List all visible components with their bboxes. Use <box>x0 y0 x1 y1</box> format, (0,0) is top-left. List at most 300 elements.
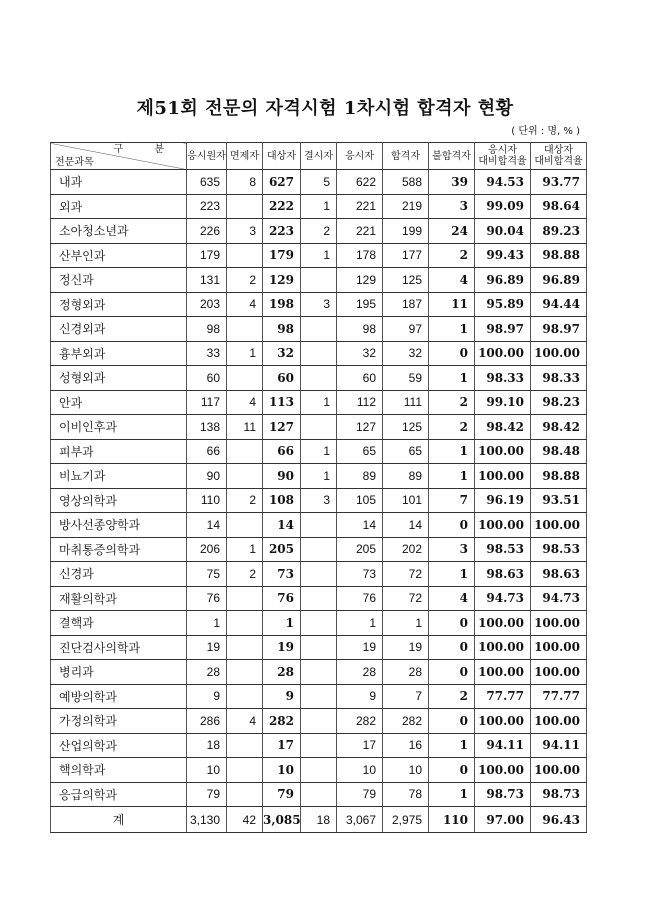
passed-cell: 187 <box>383 292 429 317</box>
failed-cell: 1 <box>429 562 475 587</box>
table-row <box>51 292 587 317</box>
rate-exam-cell: 94.73 <box>475 586 531 611</box>
absent-cell: 1 <box>301 464 337 489</box>
absent-cell: 1 <box>301 194 337 219</box>
failed-cell: 1 <box>429 733 475 758</box>
applicants-cell: 223 <box>187 194 227 219</box>
target-cell: 113 <box>263 390 301 415</box>
passed-cell: 282 <box>383 709 429 734</box>
rate-target-cell: 98.73 <box>531 782 587 807</box>
exempt-cell <box>227 586 263 611</box>
exempt-cell: 8 <box>227 170 263 195</box>
failed-cell: 0 <box>429 660 475 685</box>
target-cell: 28 <box>263 660 301 685</box>
target-cell: 10 <box>263 758 301 783</box>
table-row <box>51 390 587 415</box>
dept-cell: 산업의학과 <box>51 733 187 758</box>
exempt-cell <box>227 635 263 660</box>
failed-cell: 0 <box>429 709 475 734</box>
target-cell: 129 <box>263 268 301 293</box>
failed-cell: 0 <box>429 635 475 660</box>
passed-cell: 78 <box>383 782 429 807</box>
rate-target-cell: 94.73 <box>531 586 587 611</box>
dept-cell: 진단검사의학과 <box>51 635 187 660</box>
total-failed-cell: 110 <box>429 807 475 833</box>
examinees-cell: 65 <box>337 439 383 464</box>
passed-cell: 72 <box>383 562 429 587</box>
examinees-cell: 98 <box>337 317 383 342</box>
passed-cell: 28 <box>383 660 429 685</box>
passed-cell: 32 <box>383 341 429 366</box>
exempt-cell <box>227 513 263 538</box>
dept-cell: 정형외과 <box>51 292 187 317</box>
exempt-cell <box>227 464 263 489</box>
table-row <box>51 341 587 366</box>
rate-target-cell: 96.89 <box>531 268 587 293</box>
passed-cell: 125 <box>383 415 429 440</box>
failed-cell: 7 <box>429 488 475 513</box>
applicants-cell: 1 <box>187 611 227 636</box>
absent-cell <box>301 660 337 685</box>
examinees-cell: 17 <box>337 733 383 758</box>
examinees-cell: 282 <box>337 709 383 734</box>
applicants-cell: 76 <box>187 586 227 611</box>
dept-cell: 예방의학과 <box>51 684 187 709</box>
absent-cell <box>301 635 337 660</box>
target-cell: 14 <box>263 513 301 538</box>
dept-cell: 재활의학과 <box>51 586 187 611</box>
absent-cell: 3 <box>301 292 337 317</box>
rate-target-cell: 100.00 <box>531 513 587 538</box>
dept-cell: 병리과 <box>51 660 187 685</box>
exempt-cell: 1 <box>227 537 263 562</box>
applicants-cell: 203 <box>187 292 227 317</box>
exempt-cell: 11 <box>227 415 263 440</box>
exempt-cell <box>227 733 263 758</box>
exempt-cell <box>227 684 263 709</box>
applicants-cell: 131 <box>187 268 227 293</box>
exempt-cell <box>227 611 263 636</box>
absent-cell <box>301 586 337 611</box>
exempt-cell <box>227 660 263 685</box>
failed-cell: 24 <box>429 219 475 244</box>
col-header: 대상자 대비합격율 <box>531 143 587 170</box>
absent-cell <box>301 317 337 342</box>
applicants-cell: 286 <box>187 709 227 734</box>
table-row <box>51 488 587 513</box>
absent-cell <box>301 513 337 538</box>
examinees-cell: 221 <box>337 194 383 219</box>
table-row <box>51 660 587 685</box>
failed-cell: 0 <box>429 758 475 783</box>
col-header: 면제자 <box>227 143 263 170</box>
absent-cell <box>301 684 337 709</box>
target-cell: 19 <box>263 635 301 660</box>
rate-exam-cell: 96.89 <box>475 268 531 293</box>
rate-exam-cell: 100.00 <box>475 513 531 538</box>
dept-cell: 방사선종양학과 <box>51 513 187 538</box>
rate-target-cell: 98.33 <box>531 366 587 391</box>
table-row <box>51 170 587 195</box>
exempt-cell <box>227 366 263 391</box>
table-row <box>51 684 587 709</box>
exempt-cell: 4 <box>227 390 263 415</box>
failed-cell: 1 <box>429 782 475 807</box>
absent-cell: 2 <box>301 219 337 244</box>
unit-note: ( 단위 : 명, % ) <box>511 126 580 137</box>
total-rate-exam-cell: 97.00 <box>475 807 531 833</box>
table-row <box>51 219 587 244</box>
passed-cell: 101 <box>383 488 429 513</box>
target-cell: 627 <box>263 170 301 195</box>
rate-target-cell: 98.88 <box>531 464 587 489</box>
rate-exam-cell: 100.00 <box>475 341 531 366</box>
absent-cell <box>301 611 337 636</box>
passed-cell: 199 <box>383 219 429 244</box>
dept-cell: 안과 <box>51 390 187 415</box>
col-header: 대상자 <box>263 143 301 170</box>
examinees-cell: 79 <box>337 782 383 807</box>
rate-target-cell: 98.42 <box>531 415 587 440</box>
rate-exam-cell: 98.42 <box>475 415 531 440</box>
rate-exam-cell: 95.89 <box>475 292 531 317</box>
page-title: 제51회 전문의 자격시험 1차시험 합격자 현황 <box>136 98 514 119</box>
applicants-cell: 14 <box>187 513 227 538</box>
col-header: 결시자 <box>301 143 337 170</box>
examinees-cell: 60 <box>337 366 383 391</box>
table-row <box>51 635 587 660</box>
dept-cell: 비뇨기과 <box>51 464 187 489</box>
passed-cell: 72 <box>383 586 429 611</box>
applicants-cell: 9 <box>187 684 227 709</box>
target-cell: 9 <box>263 684 301 709</box>
exempt-cell <box>227 194 263 219</box>
examinees-cell: 89 <box>337 464 383 489</box>
examinees-cell: 10 <box>337 758 383 783</box>
applicants-cell: 19 <box>187 635 227 660</box>
examinees-cell: 9 <box>337 684 383 709</box>
dept-cell: 마취통증의학과 <box>51 537 187 562</box>
dept-cell: 산부인과 <box>51 243 187 268</box>
dept-cell: 신경외과 <box>51 317 187 342</box>
exempt-cell: 2 <box>227 562 263 587</box>
rate-exam-cell: 90.04 <box>475 219 531 244</box>
col-header: 응시원자 <box>187 143 227 170</box>
rate-exam-cell: 99.10 <box>475 390 531 415</box>
passed-cell: 125 <box>383 268 429 293</box>
failed-cell: 3 <box>429 537 475 562</box>
header-row <box>51 143 587 170</box>
target-cell: 32 <box>263 341 301 366</box>
applicants-cell: 117 <box>187 390 227 415</box>
corner-bottom-label: 전문과목 <box>55 157 94 168</box>
rate-target-cell: 89.23 <box>531 219 587 244</box>
examinees-cell: 127 <box>337 415 383 440</box>
passed-cell: 97 <box>383 317 429 342</box>
examinees-cell: 129 <box>337 268 383 293</box>
rate-target-cell: 98.97 <box>531 317 587 342</box>
dept-cell: 정신과 <box>51 268 187 293</box>
total-applicants-cell: 3,130 <box>187 807 227 833</box>
examinees-cell: 32 <box>337 341 383 366</box>
examinees-cell: 28 <box>337 660 383 685</box>
target-cell: 282 <box>263 709 301 734</box>
table-row <box>51 464 587 489</box>
target-cell: 198 <box>263 292 301 317</box>
failed-cell: 0 <box>429 513 475 538</box>
rate-exam-cell: 94.11 <box>475 733 531 758</box>
applicants-cell: 75 <box>187 562 227 587</box>
passed-cell: 7 <box>383 684 429 709</box>
table-row <box>51 194 587 219</box>
table-row <box>51 782 587 807</box>
failed-cell: 1 <box>429 317 475 342</box>
rate-exam-cell: 99.43 <box>475 243 531 268</box>
rate-exam-cell: 100.00 <box>475 439 531 464</box>
target-cell: 223 <box>263 219 301 244</box>
dept-cell: 피부과 <box>51 439 187 464</box>
target-cell: 222 <box>263 194 301 219</box>
passed-cell: 10 <box>383 758 429 783</box>
rate-target-cell: 98.53 <box>531 537 587 562</box>
dept-cell: 흉부외과 <box>51 341 187 366</box>
passed-cell: 89 <box>383 464 429 489</box>
table-row <box>51 537 587 562</box>
total-label: 계 <box>51 807 187 833</box>
exempt-cell <box>227 782 263 807</box>
applicants-cell: 98 <box>187 317 227 342</box>
applicants-cell: 60 <box>187 366 227 391</box>
examinees-cell: 195 <box>337 292 383 317</box>
passed-cell: 177 <box>383 243 429 268</box>
table-row <box>51 611 587 636</box>
total-target-cell: 3,085 <box>263 807 301 833</box>
failed-cell: 4 <box>429 268 475 293</box>
passed-cell: 19 <box>383 635 429 660</box>
table-row <box>51 758 587 783</box>
passed-cell: 16 <box>383 733 429 758</box>
target-cell: 108 <box>263 488 301 513</box>
rate-target-cell: 94.11 <box>531 733 587 758</box>
dept-cell: 내과 <box>51 170 187 195</box>
failed-cell: 2 <box>429 684 475 709</box>
absent-cell <box>301 782 337 807</box>
total-passed-cell: 2,975 <box>383 807 429 833</box>
rate-target-cell: 100.00 <box>531 635 587 660</box>
passed-cell: 14 <box>383 513 429 538</box>
exempt-cell: 4 <box>227 709 263 734</box>
rate-exam-cell: 98.73 <box>475 782 531 807</box>
table-row <box>51 317 587 342</box>
rate-target-cell: 77.77 <box>531 684 587 709</box>
applicants-cell: 10 <box>187 758 227 783</box>
applicants-cell: 90 <box>187 464 227 489</box>
rate-target-cell: 98.88 <box>531 243 587 268</box>
dept-cell: 신경과 <box>51 562 187 587</box>
absent-cell <box>301 341 337 366</box>
failed-cell: 2 <box>429 390 475 415</box>
table-row <box>51 415 587 440</box>
absent-cell <box>301 733 337 758</box>
absent-cell: 3 <box>301 488 337 513</box>
target-cell: 127 <box>263 415 301 440</box>
rate-exam-cell: 94.53 <box>475 170 531 195</box>
failed-cell: 2 <box>429 415 475 440</box>
col-header: 응시자 <box>337 143 383 170</box>
exempt-cell: 4 <box>227 292 263 317</box>
table-row <box>51 439 587 464</box>
applicants-cell: 226 <box>187 219 227 244</box>
total-rate-target-cell: 96.43 <box>531 807 587 833</box>
rate-exam-cell: 98.97 <box>475 317 531 342</box>
passed-cell: 65 <box>383 439 429 464</box>
examinees-cell: 112 <box>337 390 383 415</box>
dept-cell: 영상의학과 <box>51 488 187 513</box>
applicants-cell: 206 <box>187 537 227 562</box>
applicants-cell: 33 <box>187 341 227 366</box>
rate-target-cell: 98.23 <box>531 390 587 415</box>
absent-cell <box>301 366 337 391</box>
examinees-cell: 76 <box>337 586 383 611</box>
col-header: 합격자 <box>383 143 429 170</box>
failed-cell: 3 <box>429 194 475 219</box>
rate-target-cell: 93.77 <box>531 170 587 195</box>
target-cell: 179 <box>263 243 301 268</box>
passed-cell: 202 <box>383 537 429 562</box>
passed-cell: 219 <box>383 194 429 219</box>
rate-target-cell: 100.00 <box>531 758 587 783</box>
examinees-cell: 221 <box>337 219 383 244</box>
table-body <box>51 170 587 833</box>
target-cell: 73 <box>263 562 301 587</box>
rate-exam-cell: 98.63 <box>475 562 531 587</box>
failed-cell: 1 <box>429 366 475 391</box>
table-row <box>51 268 587 293</box>
total-absent-cell: 18 <box>301 807 337 833</box>
passed-cell: 59 <box>383 366 429 391</box>
applicants-cell: 79 <box>187 782 227 807</box>
absent-cell: 1 <box>301 243 337 268</box>
dept-cell: 소아청소년과 <box>51 219 187 244</box>
absent-cell: 1 <box>301 390 337 415</box>
table-row <box>51 243 587 268</box>
exempt-cell: 1 <box>227 341 263 366</box>
failed-cell: 1 <box>429 439 475 464</box>
rate-exam-cell: 100.00 <box>475 464 531 489</box>
examinees-cell: 205 <box>337 537 383 562</box>
failed-cell: 11 <box>429 292 475 317</box>
applicants-cell: 635 <box>187 170 227 195</box>
rate-exam-cell: 77.77 <box>475 684 531 709</box>
exempt-cell <box>227 758 263 783</box>
target-cell: 98 <box>263 317 301 342</box>
target-cell: 90 <box>263 464 301 489</box>
rate-exam-cell: 100.00 <box>475 611 531 636</box>
target-cell: 79 <box>263 782 301 807</box>
table-row <box>51 513 587 538</box>
rate-target-cell: 100.00 <box>531 660 587 685</box>
exempt-cell: 2 <box>227 488 263 513</box>
absent-cell <box>301 562 337 587</box>
failed-cell: 1 <box>429 464 475 489</box>
table-row <box>51 586 587 611</box>
target-cell: 66 <box>263 439 301 464</box>
target-cell: 60 <box>263 366 301 391</box>
exempt-cell: 3 <box>227 219 263 244</box>
failed-cell: 4 <box>429 586 475 611</box>
examinees-cell: 1 <box>337 611 383 636</box>
rate-target-cell: 98.64 <box>531 194 587 219</box>
absent-cell: 5 <box>301 170 337 195</box>
table-row <box>51 733 587 758</box>
dept-cell: 핵의학과 <box>51 758 187 783</box>
target-cell: 205 <box>263 537 301 562</box>
rate-target-cell: 100.00 <box>531 709 587 734</box>
examinees-cell: 178 <box>337 243 383 268</box>
table-row <box>51 366 587 391</box>
passed-cell: 588 <box>383 170 429 195</box>
dept-cell: 응급의학과 <box>51 782 187 807</box>
corner-top-label: 구 분 <box>113 144 178 155</box>
target-cell: 76 <box>263 586 301 611</box>
total-exempt-cell: 42 <box>227 807 263 833</box>
rate-exam-cell: 100.00 <box>475 758 531 783</box>
applicants-cell: 138 <box>187 415 227 440</box>
absent-cell <box>301 415 337 440</box>
examinees-cell: 622 <box>337 170 383 195</box>
dept-cell: 결핵과 <box>51 611 187 636</box>
target-cell: 1 <box>263 611 301 636</box>
examinees-cell: 19 <box>337 635 383 660</box>
table-row <box>51 709 587 734</box>
rate-exam-cell: 98.53 <box>475 537 531 562</box>
passed-cell: 1 <box>383 611 429 636</box>
failed-cell: 0 <box>429 611 475 636</box>
dept-cell: 가정의학과 <box>51 709 187 734</box>
exempt-cell: 2 <box>227 268 263 293</box>
table-row <box>51 562 587 587</box>
total-row <box>51 807 587 833</box>
rate-target-cell: 100.00 <box>531 341 587 366</box>
rate-exam-cell: 100.00 <box>475 660 531 685</box>
absent-cell: 1 <box>301 439 337 464</box>
exempt-cell <box>227 317 263 342</box>
examinees-cell: 14 <box>337 513 383 538</box>
rate-exam-cell: 100.00 <box>475 709 531 734</box>
examinees-cell: 73 <box>337 562 383 587</box>
exempt-cell <box>227 439 263 464</box>
rate-exam-cell: 99.09 <box>475 194 531 219</box>
failed-cell: 39 <box>429 170 475 195</box>
rate-target-cell: 98.63 <box>531 562 587 587</box>
failed-cell: 0 <box>429 341 475 366</box>
rate-target-cell: 94.44 <box>531 292 587 317</box>
rate-target-cell: 98.48 <box>531 439 587 464</box>
rate-exam-cell: 100.00 <box>475 635 531 660</box>
applicants-cell: 66 <box>187 439 227 464</box>
absent-cell <box>301 537 337 562</box>
rate-exam-cell: 98.33 <box>475 366 531 391</box>
rate-target-cell: 100.00 <box>531 611 587 636</box>
rate-exam-cell: 96.19 <box>475 488 531 513</box>
applicants-cell: 18 <box>187 733 227 758</box>
total-examinees-cell: 3,067 <box>337 807 383 833</box>
header-corner <box>51 143 187 170</box>
target-cell: 17 <box>263 733 301 758</box>
applicants-cell: 28 <box>187 660 227 685</box>
col-header: 응시자 대비합격율 <box>475 143 531 170</box>
dept-cell: 성형외과 <box>51 366 187 391</box>
